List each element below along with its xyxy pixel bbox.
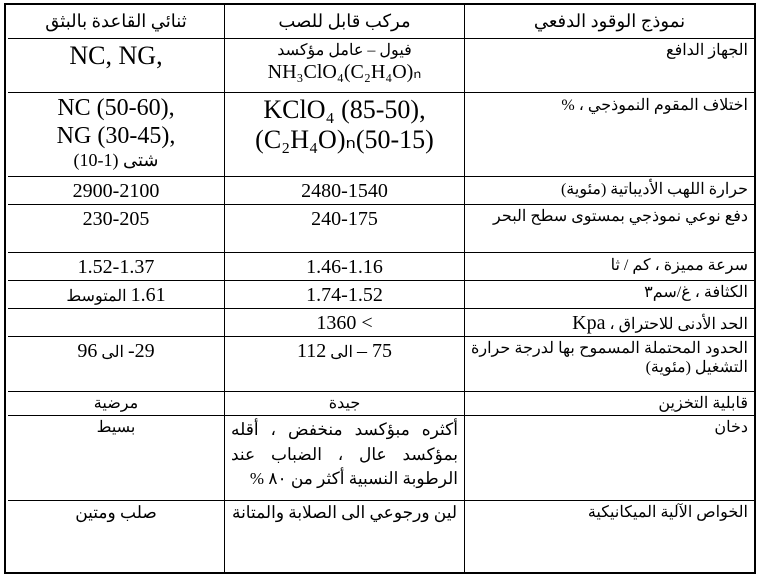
row-label: الكثافة ، غ/سم٣ [464,281,754,309]
header-type [464,5,754,39]
composite-value: 240-175 [311,208,378,230]
double-base-cell [8,93,224,177]
double-base-line: NG (30-45), [56,122,176,149]
row-label: قابلية التخزين [464,392,754,416]
composite-cell [224,281,464,309]
composite-cell: لين ورجوعي الى الصلابة والمتانة [224,501,464,572]
double-base-value: 1.52-1.37 [77,256,155,278]
range-to: الى [330,344,353,361]
double-base-cell [8,253,224,281]
header-double-base-text: ثنائي القاعدة بالبثق [45,10,187,31]
double-base-line: شتى (1-10) [73,150,159,171]
composite-cell [224,309,464,337]
double-base-value: 230-205 [82,208,150,230]
composite-cell [224,253,464,281]
range-end: 96 [77,340,98,362]
formula-text: NH₃ClO₄(C₂H₄O)ₙ [267,61,422,84]
double-base-cell [8,309,224,337]
composite-cell: أكثره مبؤكسد منخفض ، أقله بمؤكسد عال ، الضباب عند الرطوبة النسبية أكثر من ٨٠ % [224,416,464,501]
composite-value: 1360 < [316,312,373,334]
row-label: دفع نوعي نموذجي بمستوى سطح البحر [464,205,754,253]
row-label: الخواص الآلية الميكانيكية [464,501,754,572]
double-base-cell [8,337,224,392]
composite-value: 1.74-1.52 [306,284,383,306]
composite-formula [231,60,458,84]
header-double-base [8,5,224,39]
double-base-cell: صلب ومتين [75,503,157,522]
composite-value: 1.46-1.16 [306,256,383,278]
header-composite-text: مركب قابل للصب [278,10,411,31]
double-base-value: 1.61 [130,284,166,306]
header-type-text: نموذج الوقود الدفعي [533,10,686,31]
double-base-value: 2900-2100 [72,180,160,202]
range-start: – 75 [356,340,392,362]
composite-cell [224,337,464,392]
double-base-cell [8,281,224,309]
composite-value: 2480-1540 [301,180,388,202]
composite-cell [224,39,464,93]
composite-line: KClO₄ (85-50), [263,95,426,124]
header-composite [224,5,464,39]
range-end: 112 [297,340,327,362]
row-label: حرارة اللهب الأديباتية (مئوية) [464,177,754,205]
row-label: اختلاف المقوم النموذجي ، % [464,93,754,177]
composite-text: فيول – عامل مؤكسد [277,42,412,59]
row-label [464,309,754,337]
row-label: الجهاز الدافع [464,39,754,93]
double-base-cell: مرضية [8,392,224,416]
propellant-comparison-table [4,3,756,574]
composite-cell: جيدة [224,392,464,416]
double-base-line: NC (50-60), [57,95,175,121]
double-base-cell [8,177,224,205]
double-base-cell: بسيط [8,416,224,501]
composite-cell [224,177,464,205]
double-base-cell [8,39,224,93]
row-label-unit: Kpa [572,312,606,334]
double-base-text: NC, NG, [69,41,163,70]
row-label: سرعة مميزة ، كم / ثا [464,253,754,281]
row-label: دخان [464,416,754,501]
row-label-text: الحد الأدنى للاحتراق ، [609,316,748,333]
composite-cell [224,93,464,177]
double-base-cell [8,205,224,253]
double-base-qualifier: المتوسط [66,288,127,305]
range-start: -29 [127,340,155,362]
row-label: الحدود المحتملة المسموح بها لدرجة حرارة التشغيل (مئوية) [464,337,754,392]
composite-line: (C₂H₄O)ₙ(50-15) [255,124,434,154]
composite-cell [224,205,464,253]
range-to: الى [101,344,124,361]
